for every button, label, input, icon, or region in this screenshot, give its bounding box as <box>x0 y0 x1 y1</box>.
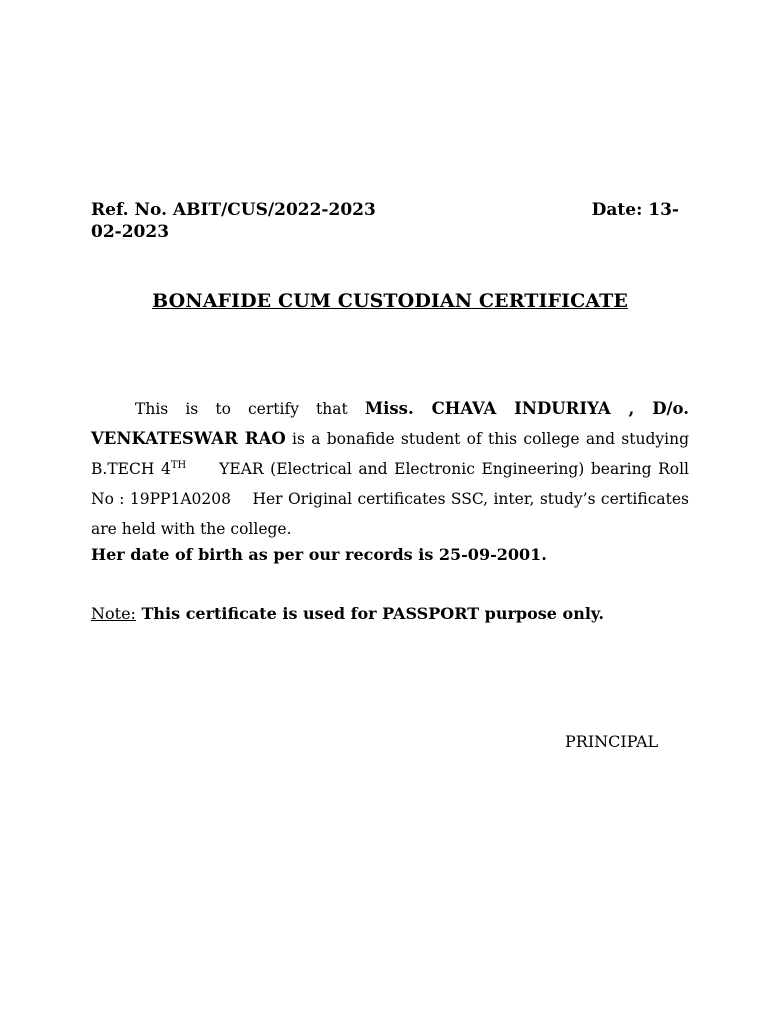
note-label: Note: <box>91 604 136 623</box>
date-label: Date: 13- <box>591 200 679 220</box>
student-name: Miss. CHAVA INDURIYA , D/o. VENKATESWAR RAO <box>91 399 689 448</box>
note-text: This certificate is used for PASSPORT purpose only. <box>135 604 604 623</box>
principal-signature: PRINCIPAL <box>565 732 659 751</box>
body-intro: This is to certify that <box>135 400 365 418</box>
certificate-body <box>91 394 694 544</box>
date-of-birth: Her date of birth as per our records is 25-09-2001. <box>91 545 547 564</box>
body-details: YEAR (Electrical and Electronic Engineering) bearing Roll No : 19PP1A0208 Her Original certificates SSC, inter, study’s certificates are held with the college. <box>91 460 694 538</box>
certificate-title: BONAFIDE CUM CUSTODIAN CERTIFICATE <box>152 290 628 312</box>
date-continuation: 02-2023 <box>91 222 170 242</box>
reference-line <box>91 199 691 243</box>
body-course: is a bonafide student of this college and studying B.TECH 4 <box>91 430 689 478</box>
note-line <box>91 604 604 623</box>
year-suffix: TH <box>170 460 187 471</box>
reference-number: Ref. No. ABIT/CUS/2022-2023 <box>91 200 376 220</box>
